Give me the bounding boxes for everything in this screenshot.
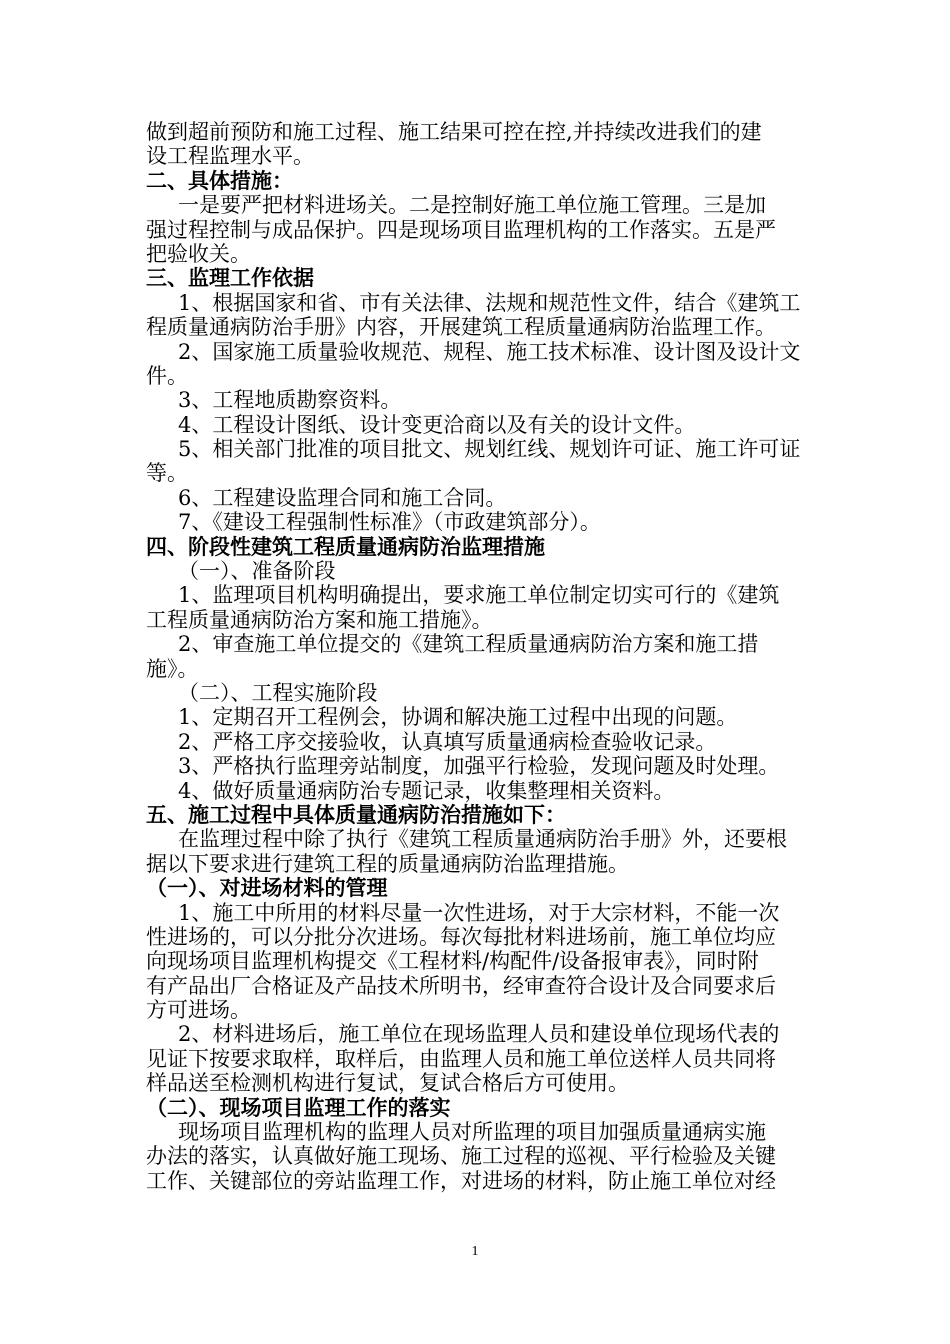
section-heading: 三、监理工作依据	[146, 266, 314, 291]
text-line: 有产品出厂合格证及产品技术所明书，经审查符合设计及合同要求后	[146, 973, 776, 998]
section-heading: 二、具体措施：	[146, 168, 293, 193]
text-line: 程质量通病防治手册》内容，开展建筑工程质量通病防治监理工作。	[146, 315, 776, 340]
text-line: 一是要严把材料进场关。二是控制好施工单位施工管理。三是加	[178, 193, 766, 218]
text-line: 办法的落实，认真做好施工现场、施工过程的巡视、平行检验及关键	[146, 1144, 776, 1169]
text-line: 在监理过程中除了执行《建筑工程质量通病防治手册》外，还要根	[178, 827, 787, 852]
text-line: 1、根据国家和省、市有关法律、法规和规范性文件，结合《建筑工	[178, 290, 801, 315]
subsection-heading: （一）、对进场材料的管理	[146, 876, 388, 901]
text-line: 施》。	[146, 656, 199, 681]
text-line: 4、工程设计图纸、设计变更洽商以及有关的设计文件。	[178, 412, 696, 437]
text-line: 据以下要求进行建筑工程的质量通病防治监理措施。	[146, 851, 629, 876]
text-line: 6、工程建设监理合同和施工合同。	[178, 485, 507, 510]
subsection-heading: （二）、现场项目监理工作的落实	[146, 1095, 451, 1120]
text-line: 方可进场。	[146, 998, 251, 1023]
page-number: 1	[471, 1244, 479, 1259]
text-line: 1、施工中所用的材料尽量一次性进场，对于大宗材料，不能一次	[178, 900, 780, 925]
text-line: 2、严格工序交接验收，认真填写质量通病检查验收记录。	[178, 729, 717, 754]
text-line: 现场项目监理机构的监理人员对所监理的项目加强质量通病实施	[178, 1120, 766, 1145]
section-heading: 四、阶段性建筑工程质量通病防治监理措施	[146, 534, 545, 559]
text-line: 2、审查施工单位提交的《建筑工程质量通病防治方案和施工措	[178, 632, 759, 657]
text-line: 5、相关部门批准的项目批文、规划红线、规划许可证、施工许可证	[178, 437, 801, 462]
text-line: 2、国家施工质量验收规范、规程、施工技术标准、设计图及设计文	[178, 339, 801, 364]
section-heading: 五、施工过程中具体质量通病防治措施如下：	[146, 802, 566, 827]
text-line: 2、材料进场后，施工单位在现场监理人员和建设单位现场代表的	[178, 1022, 780, 1047]
text-line: 7、《建设工程强制性标准》（市政建筑部分）。	[178, 510, 601, 535]
text-line: 3、严格执行监理旁站制度，加强平行检验，发现问题及时处理。	[178, 754, 780, 779]
text-line: 设工程监理水平。	[146, 144, 314, 169]
text-line: 1、监理项目机构明确提出，要求施工单位制定切实可行的《建筑	[178, 583, 780, 608]
subsection-heading: （二）、工程实施阶段	[178, 680, 378, 705]
document-body	[146, 120, 810, 1193]
text-line: 强过程控制与成品保护。四是现场项目监理机构的工作落实。五是严	[146, 217, 776, 242]
text-line: 把验收关。	[146, 241, 251, 266]
text-line: 等。	[146, 461, 188, 486]
text-line: 1、定期召开工程例会，协调和解决施工过程中出现的问题。	[178, 705, 738, 730]
text-line: 3、工程地质勘察资料。	[178, 388, 402, 413]
text-line: 工程质量通病防治方案和施工措施》。	[146, 607, 493, 632]
text-line: 见证下按要求取样，取样后，由监理人员和施工单位送样人员共同将	[146, 1046, 776, 1071]
text-line: 4、做好质量通病防治专题记录，收集整理相关资料。	[178, 778, 675, 803]
text-line: 件。	[146, 363, 188, 388]
text-line: 做到超前预防和施工过程、施工结果可控在控,并持续改进我们的建	[146, 120, 762, 144]
text-line: 性进场的，可以分批分次进场。每次每批材料进场前，施工单位均应	[146, 924, 776, 949]
text-line: 样品送至检测机构进行复试，复试合格后方可使用。	[146, 1071, 629, 1096]
text-line: 向现场项目监理机构提交《工程材料/构配件/设备报审表》，同时附	[146, 949, 759, 974]
text-line: 工作、关键部位的旁站监理工作，对进场的材料，防止施工单位对经	[146, 1168, 776, 1193]
subsection-heading: （一）、准备阶段	[178, 559, 336, 584]
